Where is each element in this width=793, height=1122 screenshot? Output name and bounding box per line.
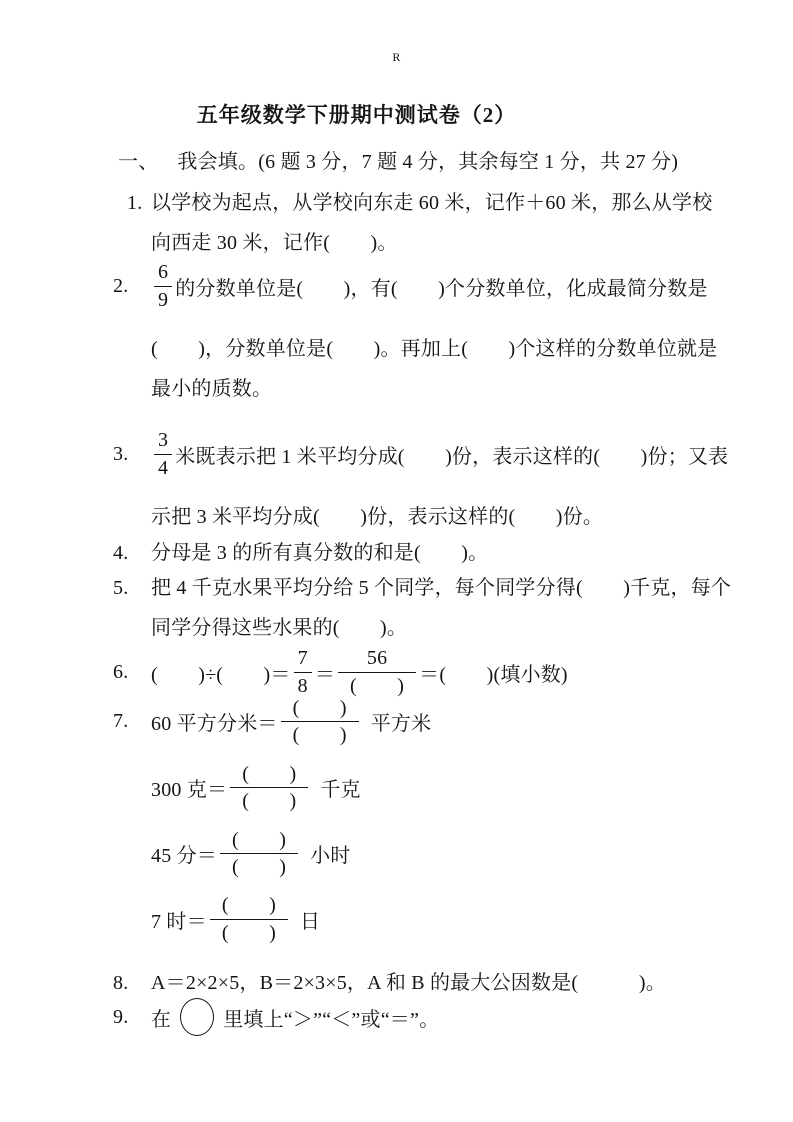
question-3 [113,428,733,537]
question-1-line-2: 向西走 30 米，记作( )。 [151,232,398,254]
question-1-line-1: 以学校为起点，从学校向东走 60 米，记作＋60 米，那么从学校 [151,192,713,214]
fraction-numerator: 6 [154,261,172,286]
question-2-line-3: 最小的质数。 [151,378,273,400]
fraction-denominator: ( ) [232,855,287,878]
fraction-7-8 [294,647,312,697]
fraction-denominator: 9 [158,288,169,311]
blank-fraction [230,763,308,813]
question-3-line-1 [151,428,733,480]
question-7 [113,697,733,960]
fraction-denominator: ( ) [242,790,297,813]
fraction-numerator: ( ) [210,894,288,919]
question-5-number: 5. [113,577,129,599]
equals-sign: ＝ [314,663,336,686]
fraction-numerator: 56 [338,647,416,672]
question-3-number: 3. [113,443,129,465]
question-6 [113,646,733,698]
fraction-56-blank [338,647,416,697]
fraction-numerator: 3 [154,429,172,454]
fraction-numerator: ( ) [281,697,359,722]
conversion-lhs: 300 克＝ [151,779,228,802]
fraction-denominator: ( ) [221,921,276,944]
section-number: 一、 [118,151,159,173]
fraction-denominator: 8 [297,674,308,697]
section-heading [118,148,678,176]
fraction-denominator: ( ) [292,724,347,747]
question-7-row-2 [151,763,733,813]
question-4-number: 4. [113,542,129,564]
question-8-line-1: A＝2×2×5，B＝2×3×5，A 和 B 的最大公因数是( )。 [151,972,666,994]
fraction-3-4 [154,429,172,479]
section-title: 我会填。(6 题 3 分，7 题 4 分，其余每空 1 分，共 27 分) [177,151,679,173]
question-2 [113,260,733,409]
fraction-numerator: ( ) [220,829,298,854]
question-1-number: 1. [127,192,143,214]
fraction-denominator: ( ) [350,674,405,697]
question-9-number: 9. [113,1006,129,1028]
blank-fraction [281,697,359,747]
fraction-numerator: ( ) [230,763,308,788]
conversion-unit: 千克 [320,779,361,802]
conversion-lhs: 45 分＝ [151,844,217,867]
question-2-line-1 [151,260,733,312]
question-6-number: 6. [113,661,129,683]
blank-fraction [210,894,288,944]
question-7-row-3 [151,829,733,879]
conversion-unit: 小时 [310,844,351,867]
question-9-pre: 在 [151,1008,172,1031]
question-7-row-4 [151,894,733,944]
conversion-unit: 日 [299,910,321,933]
question-9 [113,995,733,1039]
question-8-number: 8. [113,972,129,994]
question-6-equation [151,646,733,698]
question-2-text: 的分数单位是( )，有( )个分数单位，化成最简分数是 [175,277,708,300]
question-1 [113,183,733,263]
question-7-number: 7. [113,710,129,732]
question-5-line-2: 同学分得这些水果的( )。 [151,617,408,639]
question-2-number: 2. [113,275,129,297]
registered-mark: R [392,50,401,64]
question-9-line [151,995,733,1039]
conversion-unit: 平方米 [370,713,432,736]
question-7-row-1 [151,697,733,747]
question-4 [113,533,733,573]
question-6-tail: ＝( )(填小数) [419,663,568,686]
question-3-text: 米既表示把 1 米平均分成( )份，表示这样的( )份；又表 [175,445,729,468]
question-6-blanks: ( )÷( )＝ [151,663,291,686]
question-2-line-2: ( )，分数单位是( )。再加上( )个这样的分数单位就是 [151,338,718,360]
blank-fraction [220,829,298,879]
question-4-line-1: 分母是 3 的所有真分数的和是( )。 [151,542,489,564]
question-5-line-1: 把 4 千克水果平均分给 5 个同学，每个同学分得( )千克，每个 [151,577,732,599]
question-5 [113,568,733,648]
question-3-line-2: 示把 3 米平均分成( )份，表示这样的( )份。 [151,506,604,528]
conversion-lhs: 60 平方分米＝ [151,713,278,736]
blank-circle [180,998,214,1036]
fraction-denominator: 4 [158,456,169,479]
page-title: 五年级数学下册期中测试卷（2） [196,103,517,127]
question-9-post: 里填上“＞”“＜”或“＝”。 [223,1008,440,1031]
fraction-numerator: 7 [294,647,312,672]
fraction-6-9 [154,261,172,311]
conversion-lhs: 7 时＝ [151,910,207,933]
